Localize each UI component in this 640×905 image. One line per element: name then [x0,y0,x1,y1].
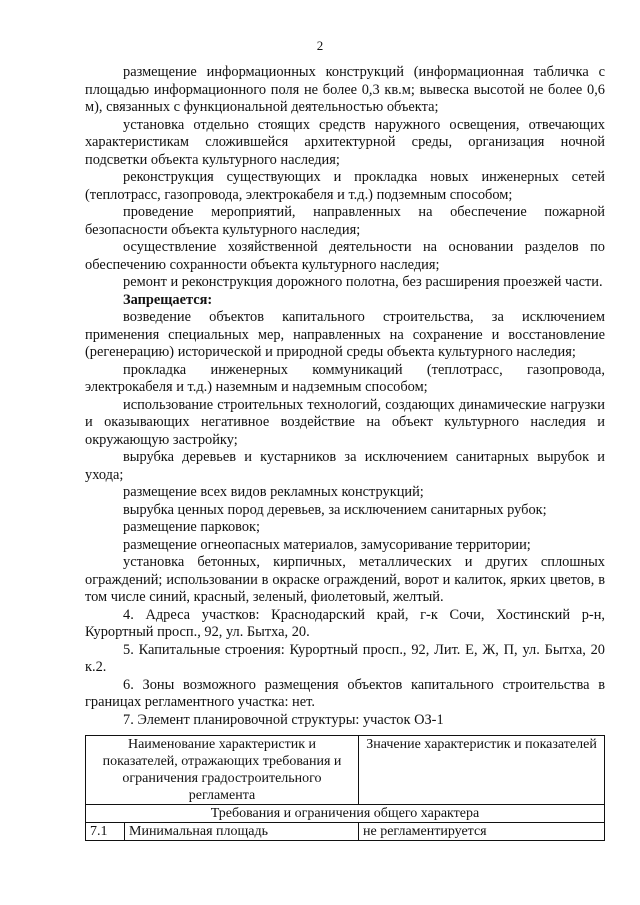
paragraph: прокладка инженерных коммуникаций (теплотрасс, газопровода, электрокабеля и т.д.) наземным и надземным способом; [85,361,605,395]
paragraph: установка отдельно стоящих средств наружного освещения, отвечающих характеристикам сложившейся архитектурной среды, организация ночной подсветки объекта культурного наследия; [85,116,605,168]
header-values: Значение характеристик и показателей [359,736,605,805]
row-value: не регламентируется [359,823,605,841]
paragraph: проведение мероприятий, направленных на обеспечение пожарной безопасности объекта культурного наследия; [85,204,605,238]
page-number: 2 [316,38,324,53]
document-body [85,64,605,729]
table-section-row [86,805,605,823]
paragraph-addresses: 4. Адреса участков: Краснодарский край, г-к Сочи, Хостинский р-н, Курортный просп., 92, ул. Бытха, 20. [85,606,605,640]
paragraph-zones: 6. Зоны возможного размещения объектов капитального строительства в границах регламентного участка: нет. [85,676,605,710]
paragraph: вырубка ценных пород деревьев, за исключением санитарных рубок; [123,501,547,518]
row-number: 7.1 [86,823,125,841]
paragraph: размещение всех видов рекламных конструкций; [123,484,424,500]
regulation-table [85,735,605,841]
paragraph: установка бетонных, кирпичных, металлических и других сплошных ограждений; использовании в окраске ограждений, ворот и калиток, ярких цветов, в том числе синий, красный, зеленый, фиолетовый, желтый. [85,554,605,605]
paragraph: реконструкция существующих и прокладка новых инженерных сетей (теплотрасс, газопровода, электрокабеля и т.д.) подземным способом; [85,169,605,203]
table-header-row [86,736,605,805]
section-title: Требования и ограничения общего характера [86,805,605,823]
header-characteristics: Наименование характеристик и показателей, отражающих требования и ограничения градостроительного регламента [86,736,359,805]
paragraph: размещение парковок; [123,519,261,535]
section-heading-prohibited: Запрещается: [123,291,213,308]
paragraph: ремонт и реконструкция дорожного полотна, без расширения проезжей части. [123,274,603,290]
paragraph: размещение огнеопасных материалов, замусоривание территории; [123,536,531,553]
paragraph: возведение объектов капитального строительства, за исключением применения специальных мер, направленных на сохранение и восстановление (регенерацию) исторической и природной среды объекта культурного наследия; [85,309,605,360]
table-caption: 7. Элемент планировочной структуры: участок ОЗ-1 [123,711,444,728]
table-row [86,823,605,841]
paragraph: осуществление хозяйственной деятельности на основании разделов по обеспечению сохранности объекта культурного наследия; [85,239,605,273]
paragraph: использование строительных технологий, создающих динамические нагрузки и оказывающих негативное воздействие на объект культурного наследия и окружающую застройку; [85,396,605,448]
paragraph: вырубка деревьев и кустарников за исключением санитарных вырубок и ухода; [85,449,605,483]
paragraph: размещение информационных конструкций (информационная табличка с площадью информационного поля не более 0,3 кв.м; вывеска высотой не более 0,6 м), связанных с функциональной деятельностью объекта; [85,64,605,115]
paragraph-structures: 5. Капитальные строения: Курортный просп., 92, Лит. Е, Ж, П, ул. Бытха, 20 к.2. [85,641,605,675]
row-name: Минимальная площадь [125,823,359,841]
